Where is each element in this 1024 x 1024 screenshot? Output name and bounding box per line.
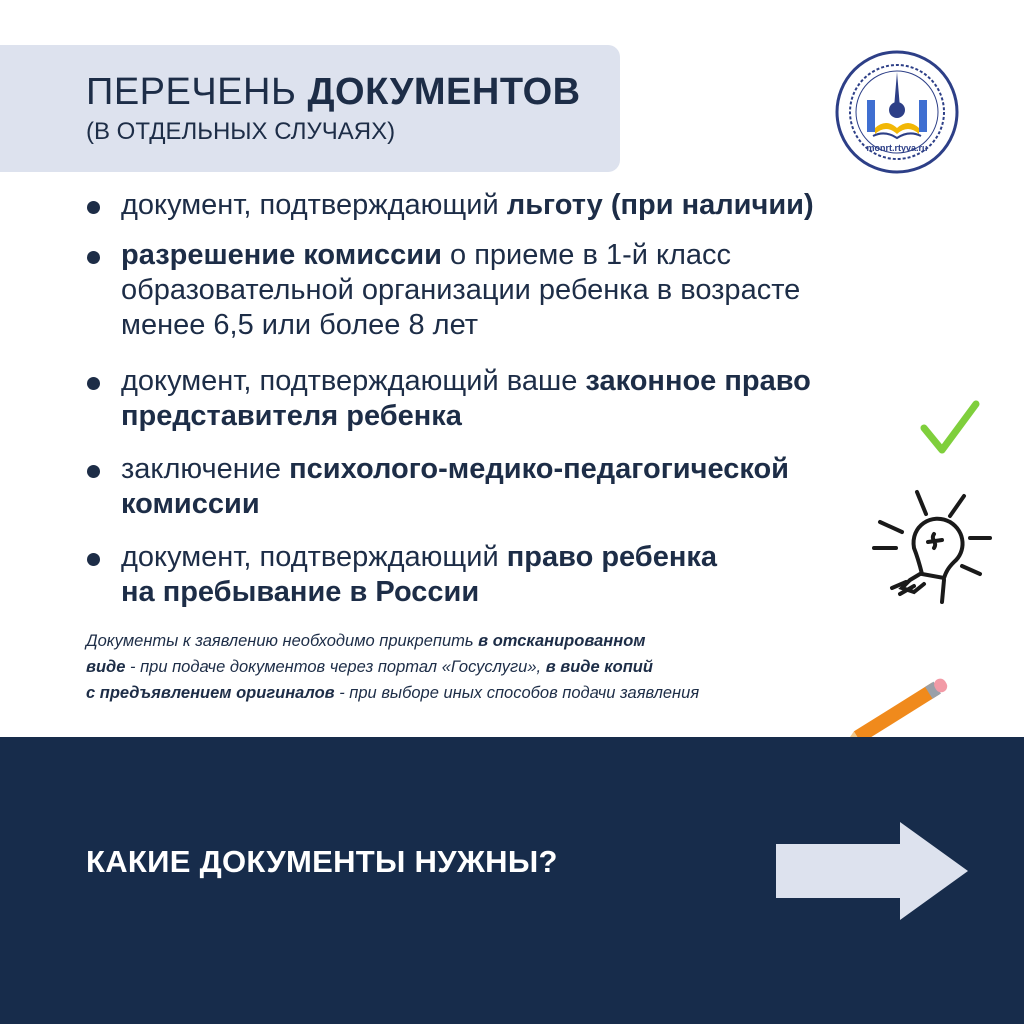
list-item-text: законное право <box>585 365 811 397</box>
list-bullet <box>87 553 100 566</box>
list-item-line <box>121 540 717 575</box>
list-item-text: менее 6,5 или более 8 лет <box>121 309 479 341</box>
note-text-segment: в виде копий <box>545 658 653 676</box>
lightbulb-icon <box>862 482 1002 622</box>
list-item-text: представителя ребенка <box>121 400 462 432</box>
list-item-text: документ, подтверждающий <box>121 189 507 221</box>
note-text-segment: - при подаче документов через портал «Госуслуги», <box>125 658 546 676</box>
list-item-line <box>121 575 479 610</box>
note-text <box>86 628 699 706</box>
list-item-text: документ, подтверждающий ваше <box>121 365 586 397</box>
list-item-text: образовательной организации ребенка в возрасте <box>121 274 801 306</box>
list-bullet <box>87 201 100 214</box>
note-text-segment: в отсканированном <box>478 632 646 650</box>
note-line <box>86 628 699 654</box>
next-arrow-icon[interactable] <box>776 822 968 920</box>
list-item-line <box>121 452 789 487</box>
list-item-text: психолого-медико-педагогической <box>289 453 790 485</box>
list-item-text: право ребенка <box>506 541 718 573</box>
list-bullet <box>87 251 100 264</box>
note-text-segment: Документы к заявлению необходимо прикрепить <box>86 632 479 650</box>
checkmark-icon <box>918 398 982 460</box>
note-line <box>86 654 699 680</box>
list-bullet <box>87 465 100 478</box>
footer-title: КАКИЕ ДОКУМЕНТЫ НУЖНЫ? <box>86 844 558 879</box>
note-line <box>86 680 699 706</box>
list-item-line <box>121 188 814 223</box>
logo-url: monrt.rtyva.ru <box>866 143 928 153</box>
list-item-text: заключение <box>121 453 290 485</box>
ministry-logo <box>835 50 959 174</box>
note-text-segment: виде <box>86 658 126 676</box>
page-title: ПЕРЕЧЕНЬ ДОКУМЕНТОВ <box>86 71 581 113</box>
page-subtitle: (В ОТДЕЛЬНЫХ СЛУЧАЯХ) <box>86 118 396 145</box>
list-item-line <box>121 308 478 343</box>
list-bullet <box>87 377 100 390</box>
note-text-segment: - при выборе иных способов подачи заявления <box>334 684 700 702</box>
list-item-text: комиссии <box>121 488 260 520</box>
list-item-line <box>121 364 811 399</box>
list-item-line <box>121 487 260 522</box>
list-item-text: разрешение комиссии <box>121 239 442 271</box>
list-item-text: на пребывание в России <box>121 576 480 608</box>
ministry-emblem-icon <box>835 50 959 174</box>
list-item-text: льготу (при наличии) <box>506 189 814 221</box>
list-item-line <box>121 238 731 273</box>
list-item-line <box>121 273 800 308</box>
list-item-line <box>121 399 462 434</box>
note-text-segment: с предъявлением оригиналов <box>86 684 335 702</box>
list-item-text: о приеме в 1-й класс <box>441 239 732 271</box>
list-item-text: документ, подтверждающий <box>121 541 507 573</box>
